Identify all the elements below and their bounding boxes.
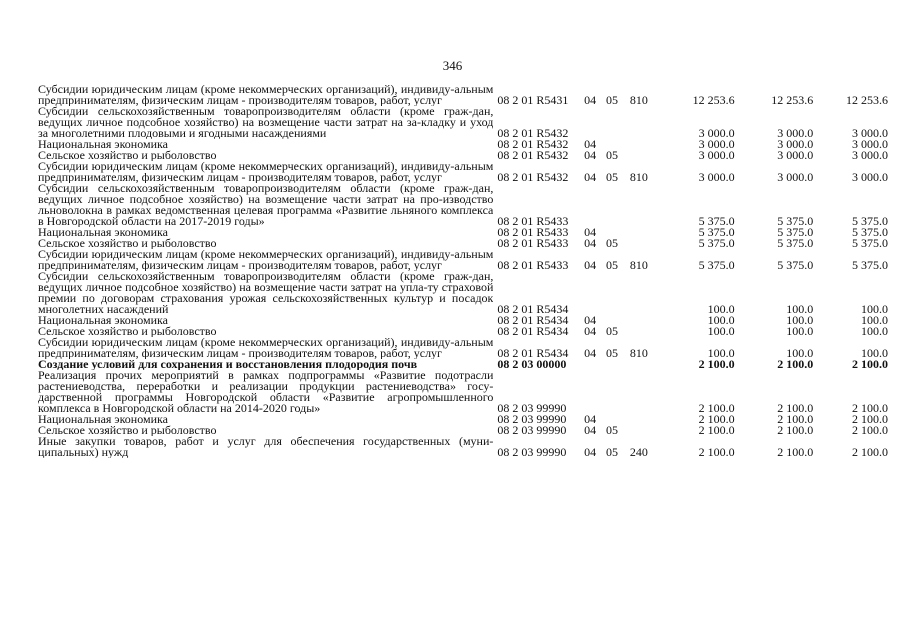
row-code: 08 2 01 R5433 bbox=[497, 225, 569, 239]
row-code: 08 2 01 R5434 bbox=[497, 313, 569, 327]
row-value-1: 3 000.0 bbox=[698, 137, 735, 151]
row-name: Субсидии юридическим лицам (кроме некоммерческих организаций), индивиду-альным предпринимателям, физическим лицам - производителям товаров, работ, услуг bbox=[38, 161, 494, 183]
row-name: Сельское хозяйство и рыболовство bbox=[38, 425, 217, 436]
row-value-2: 5 375.0 bbox=[777, 225, 814, 239]
row-value-2: 100.0 bbox=[786, 324, 814, 338]
row-name: Субсидии юридическим лицам (кроме некоммерческих организаций), индивиду-альным предпринимателям, физическим лицам - производителям товаров, работ, услуг bbox=[38, 84, 494, 106]
row-value-2: 5 375.0 bbox=[777, 236, 814, 250]
row-value-1: 5 375.0 bbox=[698, 258, 735, 272]
table-row bbox=[38, 425, 888, 436]
row-section: 04 bbox=[584, 258, 597, 272]
table-row bbox=[38, 183, 888, 227]
row-section: 04 bbox=[584, 346, 597, 360]
row-section: 04 bbox=[584, 236, 597, 250]
row-subsection: 05 bbox=[606, 346, 618, 360]
row-value-3: 5 375.0 bbox=[852, 225, 889, 239]
row-value-3: 5 375.0 bbox=[852, 236, 889, 250]
row-value-3: 3 000.0 bbox=[852, 148, 889, 162]
row-subsection: 05 bbox=[606, 324, 618, 338]
row-subsection: 05 bbox=[606, 445, 618, 459]
row-code: 08 2 03 99990 bbox=[497, 412, 567, 426]
row-name: Сельское хозяйство и рыболовство bbox=[38, 150, 217, 161]
table-row bbox=[38, 337, 888, 359]
table-row bbox=[38, 106, 888, 139]
row-value-2: 3 000.0 bbox=[777, 170, 814, 184]
row-expense-type: 810 bbox=[629, 346, 648, 360]
row-subsection: 05 bbox=[606, 170, 618, 184]
row-value-3: 2 100.0 bbox=[852, 401, 889, 415]
row-section: 04 bbox=[584, 148, 597, 162]
row-value-3: 12 253.6 bbox=[846, 93, 889, 107]
row-name: Субсидии сельскохозяйственным товаропроизводителям области (кроме граж-дан, ведущих личное подсобное хозяйство) на возмещение части затрат на упла-ту страховой премии по договорам страхования урожая сельскохозяйственных культур и посадок многолетних насаждений bbox=[38, 271, 494, 315]
table-row bbox=[38, 84, 888, 106]
row-value-1: 100.0 bbox=[707, 313, 735, 327]
row-code: 08 2 01 R5432 bbox=[497, 170, 569, 184]
row-name: Сельское хозяйство и рыболовство bbox=[38, 326, 217, 337]
row-section: 04 bbox=[584, 93, 597, 107]
row-expense-type: 810 bbox=[629, 258, 648, 272]
row-value-1: 100.0 bbox=[707, 324, 735, 338]
row-code: 08 2 01 R5434 bbox=[497, 324, 569, 338]
row-value-3: 3 000.0 bbox=[852, 170, 889, 184]
row-value-3: 100.0 bbox=[861, 324, 889, 338]
row-subsection: 05 bbox=[606, 236, 618, 250]
row-value-1: 100.0 bbox=[707, 302, 735, 316]
row-value-3: 2 100.0 bbox=[852, 423, 889, 437]
row-value-3: 3 000.0 bbox=[852, 126, 889, 140]
row-code: 08 2 01 R5432 bbox=[497, 148, 569, 162]
row-value-1: 3 000.0 bbox=[698, 148, 735, 162]
page-number: 346 bbox=[442, 58, 463, 73]
row-subsection: 05 bbox=[606, 258, 618, 272]
row-code: 08 2 01 R5431 bbox=[497, 93, 569, 107]
row-subsection: 05 bbox=[606, 423, 618, 437]
row-section: 04 bbox=[584, 423, 597, 437]
row-code: 08 2 01 R5434 bbox=[497, 346, 569, 360]
row-name: Национальная экономика bbox=[38, 414, 168, 425]
table-row bbox=[38, 315, 888, 326]
row-value-1: 3 000.0 bbox=[698, 170, 735, 184]
row-code: 08 2 01 R5433 bbox=[497, 214, 569, 228]
row-name: Национальная экономика bbox=[38, 139, 168, 150]
table-row bbox=[38, 326, 888, 337]
row-name: Реализация прочих мероприятий в рамках подпрограммы «Развитие подотрасли растениеводства, переработки и реализации продукции растениеводства» госу-дарственной программы Новгородской области «Развитие агропромышленного комплекса в Новгородской области на 2014-2020 годы» bbox=[38, 370, 494, 414]
row-value-2: 2 100.0 bbox=[777, 445, 814, 459]
budget-table bbox=[38, 84, 888, 458]
row-subsection: 05 bbox=[606, 148, 618, 162]
row-code: 08 2 01 R5432 bbox=[497, 137, 569, 151]
row-value-3: 3 000.0 bbox=[852, 137, 889, 151]
table-row bbox=[38, 139, 888, 150]
row-value-1: 2 100.0 bbox=[698, 357, 735, 371]
row-value-2: 2 100.0 bbox=[777, 412, 814, 426]
table-row bbox=[38, 414, 888, 425]
row-section: 04 bbox=[584, 137, 597, 151]
row-name: Иные закупки товаров, работ и услуг для обеспечения государственных (муни-ципальных) нужд bbox=[38, 436, 494, 458]
row-code: 08 2 03 00000 bbox=[497, 357, 567, 371]
row-code: 08 2 03 99990 bbox=[497, 423, 567, 437]
row-value-2: 100.0 bbox=[786, 313, 814, 327]
row-code: 08 2 03 99990 bbox=[497, 401, 567, 415]
row-value-2: 100.0 bbox=[786, 302, 814, 316]
row-section: 04 bbox=[584, 324, 597, 338]
row-expense-type: 240 bbox=[629, 445, 648, 459]
row-value-1: 12 253.6 bbox=[692, 93, 735, 107]
table-row bbox=[38, 370, 888, 414]
row-value-1: 5 375.0 bbox=[698, 236, 735, 250]
table-row bbox=[38, 161, 888, 183]
row-value-1: 2 100.0 bbox=[698, 423, 735, 437]
table-row bbox=[38, 359, 888, 370]
row-value-2: 3 000.0 bbox=[777, 126, 814, 140]
row-value-3: 2 100.0 bbox=[852, 445, 889, 459]
row-value-1: 100.0 bbox=[707, 346, 735, 360]
row-code: 08 2 01 R5433 bbox=[497, 258, 569, 272]
row-expense-type: 810 bbox=[629, 170, 648, 184]
row-value-2: 3 000.0 bbox=[777, 137, 814, 151]
row-value-3: 100.0 bbox=[861, 302, 889, 316]
row-name: Субсидии юридическим лицам (кроме некоммерческих организаций), индивиду-альным предпринимателям, физическим лицам - производителям товаров, работ, услуг bbox=[38, 249, 494, 271]
row-code: 08 2 03 99990 bbox=[497, 445, 567, 459]
row-value-2: 2 100.0 bbox=[777, 423, 814, 437]
row-name: Создание условий для сохранения и восстановления плодородия почв bbox=[38, 359, 418, 370]
row-subsection: 05 bbox=[606, 93, 618, 107]
row-section: 04 bbox=[584, 445, 597, 459]
row-value-1: 3 000.0 bbox=[698, 126, 735, 140]
row-name: Субсидии юридическим лицам (кроме некоммерческих организаций), индивиду-альным предпринимателям, физическим лицам - производителям товаров, работ, услуг bbox=[38, 337, 494, 359]
row-value-3: 2 100.0 bbox=[852, 357, 889, 371]
table-row bbox=[38, 271, 888, 315]
row-name: Субсидии сельскохозяйственным товаропроизводителям области (кроме граж-дан, ведущих личное подсобное хозяйство) на возмещение части затрат на про-изводство льноволокна в рамках ведомственная целевая программа «Развитие льняного комплекса в Новгородской области на 2017-2019 годы» bbox=[38, 183, 494, 227]
row-value-2: 5 375.0 bbox=[777, 214, 814, 228]
row-value-1: 5 375.0 bbox=[698, 214, 735, 228]
row-value-1: 2 100.0 bbox=[698, 412, 735, 426]
row-value-3: 2 100.0 bbox=[852, 412, 889, 426]
row-section: 04 bbox=[584, 313, 597, 327]
row-section: 04 bbox=[584, 225, 597, 239]
row-code: 08 2 01 R5432 bbox=[497, 126, 569, 140]
row-name: Сельское хозяйство и рыболовство bbox=[38, 238, 217, 249]
row-expense-type: 810 bbox=[629, 93, 648, 107]
row-value-2: 12 253.6 bbox=[771, 93, 814, 107]
row-value-2: 100.0 bbox=[786, 346, 814, 360]
table-row bbox=[38, 238, 888, 249]
row-value-2: 3 000.0 bbox=[777, 148, 814, 162]
row-value-3: 100.0 bbox=[861, 313, 889, 327]
row-value-2: 2 100.0 bbox=[777, 401, 814, 415]
row-value-2: 5 375.0 bbox=[777, 258, 814, 272]
row-value-1: 2 100.0 bbox=[698, 445, 735, 459]
row-name: Субсидии сельскохозяйственным товаропроизводителям области (кроме граж-дан, ведущих личное подсобное хозяйство) на возмещение части затрат на за-кладку и уход за многолетними плодовыми и ягодными насаждениями bbox=[38, 106, 494, 139]
row-section: 04 bbox=[584, 170, 597, 184]
row-code: 08 2 01 R5434 bbox=[497, 302, 569, 316]
row-value-3: 5 375.0 bbox=[852, 258, 889, 272]
row-section: 04 bbox=[584, 412, 597, 426]
row-value-3: 5 375.0 bbox=[852, 214, 889, 228]
row-name: Национальная экономика bbox=[38, 227, 168, 238]
row-name: Национальная экономика bbox=[38, 315, 168, 326]
table-row bbox=[38, 249, 888, 271]
row-value-1: 5 375.0 bbox=[698, 225, 735, 239]
table-row bbox=[38, 150, 888, 161]
row-code: 08 2 01 R5433 bbox=[497, 236, 569, 250]
table-row bbox=[38, 227, 888, 238]
row-value-2: 2 100.0 bbox=[777, 357, 814, 371]
table-row bbox=[38, 436, 888, 458]
row-value-3: 100.0 bbox=[861, 346, 889, 360]
row-value-1: 2 100.0 bbox=[698, 401, 735, 415]
